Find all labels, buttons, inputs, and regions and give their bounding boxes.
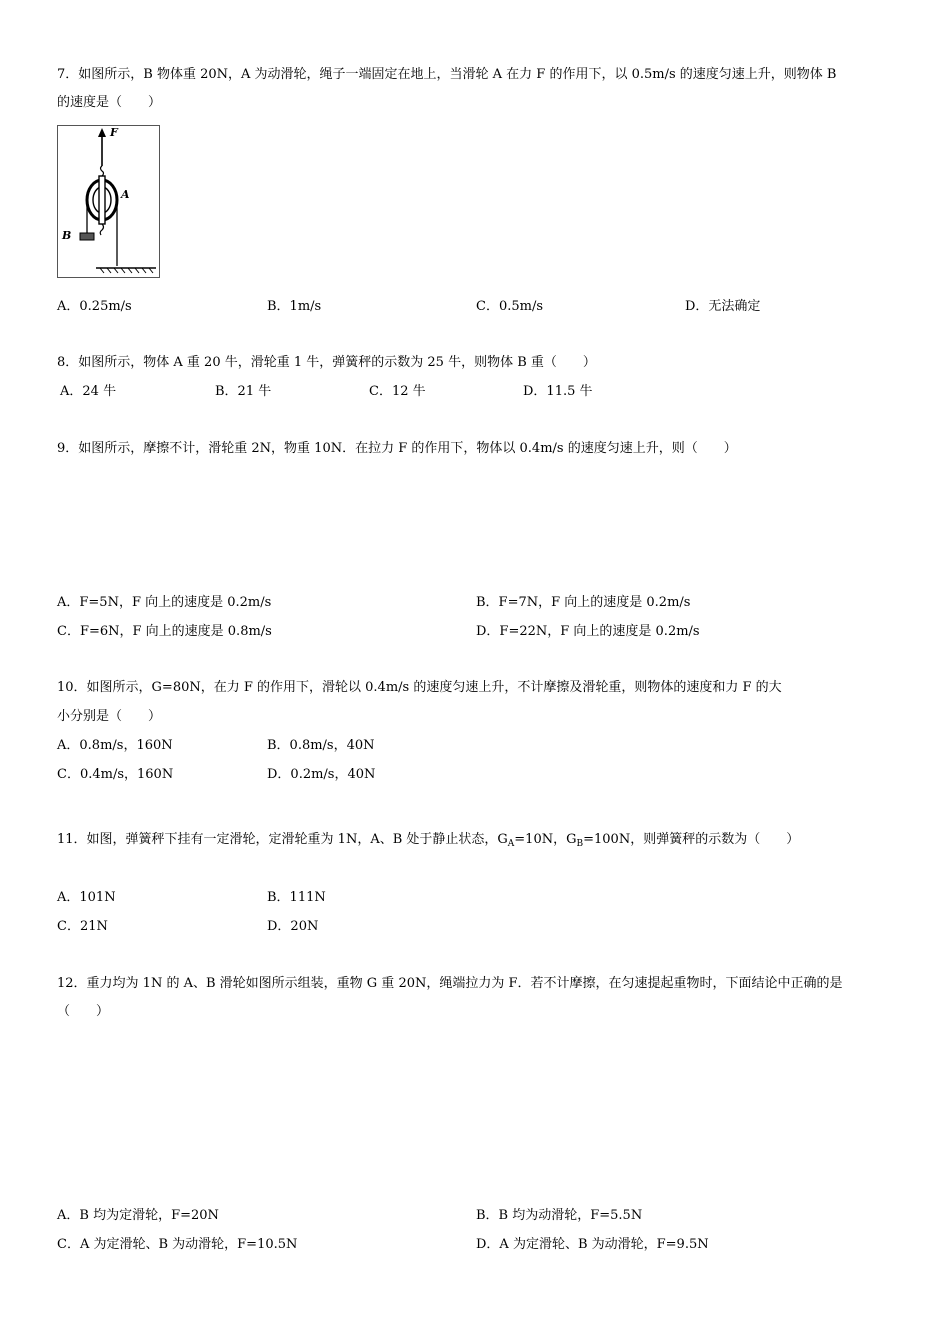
q7-option-c[interactable]: C．0.5m/s xyxy=(476,299,543,314)
q10-option-c[interactable]: C．0.4m/s，160N xyxy=(57,767,174,782)
q9-option-c[interactable]: C．F=6N，F 向上的速度是 0.8m/s xyxy=(57,624,272,639)
q11-stem-prefix: 11．如图，弹簧秤下挂有一定滑轮，定滑轮重为 1N，A、B 处于静止状态，G xyxy=(57,832,508,847)
q12-stem-line2: （ ） xyxy=(57,1004,110,1019)
q7-label-f: F xyxy=(110,126,118,139)
q8-option-c[interactable]: C．12 牛 xyxy=(369,384,426,399)
q10-option-d[interactable]: D．0.2m/s，40N xyxy=(267,767,376,782)
q11-stem-middle: =10N，G xyxy=(514,832,577,847)
q11-sub-a: A xyxy=(507,839,515,849)
q7-option-b[interactable]: B．1m/s xyxy=(267,299,322,314)
q12-stem-line1: 12．重力均为 1N 的 A、B 滑轮如图所示组装，重物 G 重 20N，绳端拉力为 F．若不计摩擦，在匀速提起重物时，下面结论中正确的是 xyxy=(57,976,843,991)
q11-option-b[interactable]: B．111N xyxy=(267,890,326,905)
q11-stem xyxy=(57,832,799,852)
q8-option-a[interactable]: A．24 牛 xyxy=(60,384,117,399)
q7-stem-line1: 7．如图所示，B 物体重 20N，A 为动滑轮，绳子一端固定在地上，当滑轮 A 在力 F 的作用下，以 0.5m/s 的速度匀速上升，则物体 B xyxy=(57,67,837,82)
q7-option-d[interactable]: D．无法确定 xyxy=(685,299,761,314)
q10-stem-line2: 小分别是（ ） xyxy=(57,709,162,724)
q12-option-d[interactable]: D．A 为定滑轮、B 为动滑轮，F=9.5N xyxy=(476,1237,709,1252)
q7-label-b: B xyxy=(62,229,72,242)
q11-sub-b: B xyxy=(576,839,584,849)
q7-label-a: A xyxy=(121,188,130,201)
q12-option-c[interactable]: C．A 为定滑轮、B 为动滑轮，F=10.5N xyxy=(57,1237,298,1252)
q10-option-b[interactable]: B．0.8m/s，40N xyxy=(267,738,375,753)
q10-stem-line1: 10．如图所示，G=80N，在力 F 的作用下，滑轮以 0.4m/s 的速度匀速上升，不计摩擦及滑轮重，则物体的速度和力 F 的大 xyxy=(57,680,782,695)
q11-option-c[interactable]: C．21N xyxy=(57,919,108,934)
q7-pulley-figure xyxy=(57,125,160,278)
q8-option-d[interactable]: D．11.5 牛 xyxy=(523,384,593,399)
q11-option-a[interactable]: A．101N xyxy=(57,890,116,905)
q12-option-b[interactable]: B．B 均为动滑轮，F=5.5N xyxy=(476,1208,643,1223)
q7-option-a[interactable]: A．0.25m/s xyxy=(57,299,132,314)
q9-option-a[interactable]: A．F=5N，F 向上的速度是 0.2m/s xyxy=(57,595,272,610)
q7-stem-line2: 的速度是（ ） xyxy=(57,95,162,110)
q9-option-d[interactable]: D．F=22N，F 向上的速度是 0.2m/s xyxy=(476,624,700,639)
q12-option-a[interactable]: A．B 均为定滑轮，F=20N xyxy=(57,1208,219,1223)
q11-option-d[interactable]: D．20N xyxy=(267,919,319,934)
q10-option-a[interactable]: A．0.8m/s，160N xyxy=(57,738,173,753)
q9-option-b[interactable]: B．F=7N，F 向上的速度是 0.2m/s xyxy=(476,595,691,610)
q11-stem-suffix: =100N，则弹簧秤的示数为（ ） xyxy=(583,832,800,847)
q8-option-b[interactable]: B．21 牛 xyxy=(215,384,272,399)
q8-stem: 8．如图所示，物体 A 重 20 牛，滑轮重 1 牛，弹簧秤的示数为 25 牛，则物体 B 重（ ） xyxy=(57,355,596,370)
q9-stem: 9．如图所示，摩擦不计，滑轮重 2N，物重 10N．在拉力 F 的作用下，物体以 0.4m/s 的速度匀速上升，则（ ） xyxy=(57,441,737,456)
